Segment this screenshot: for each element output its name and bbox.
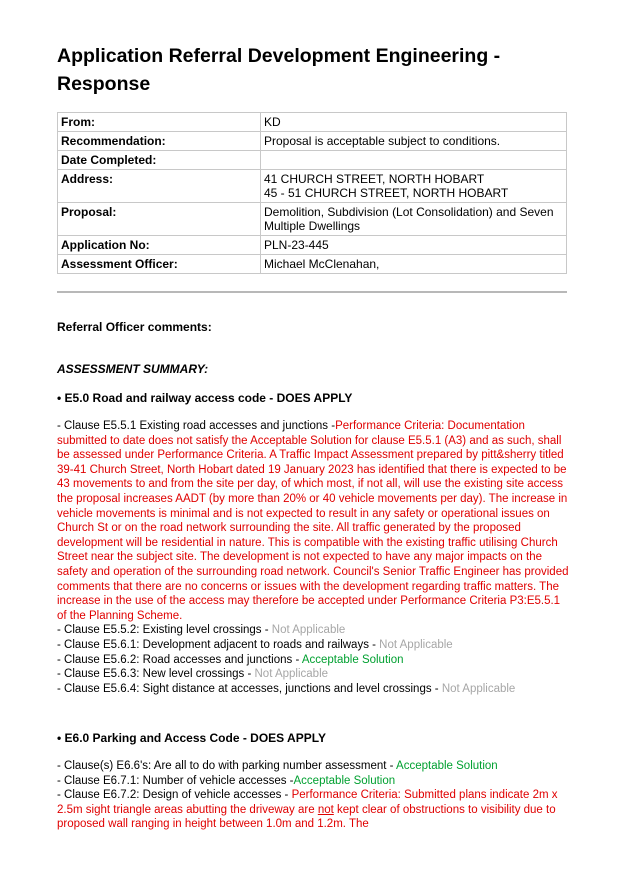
clause-e6-7-1 <box>57 774 569 789</box>
assessment-officer-label: Assessment Officer: <box>58 255 261 274</box>
performance-criteria-part-a: Performance Criteria: Submitted plans indicate 2m x 2.5m sight triangle areas abutting the driveway are <box>57 789 558 816</box>
clause-e5-6-1 <box>57 638 569 653</box>
clause-label: - Clause E5.6.4: Sight distance at accesses, junctions and level crossings - <box>57 682 442 695</box>
proposal-label: Proposal: <box>58 203 261 236</box>
clause-e5-6-4 <box>57 682 569 697</box>
application-no-value: PLN-23-445 <box>261 236 567 255</box>
from-value: KD <box>261 113 567 132</box>
referral-comments-heading: Referral Officer comments: <box>57 320 212 334</box>
assessment-officer-value: Michael McClenahan, <box>261 255 567 274</box>
e5-clause-list <box>57 419 569 696</box>
table-row <box>58 203 567 236</box>
table-row <box>58 132 567 151</box>
status-acceptable-solution: Acceptable Solution <box>301 653 404 666</box>
recommendation-value: Proposal is acceptable subject to conditions. <box>261 132 567 151</box>
clause-e5-5-1 <box>57 419 569 623</box>
status-not-applicable: Not Applicable <box>441 682 516 695</box>
address-value <box>261 170 567 203</box>
address-label: Address: <box>58 170 261 203</box>
clause-e5-5-2 <box>57 623 569 638</box>
clause-label: - Clause(s) E6.6's: Are all to do with parking number assessment - <box>57 760 397 772</box>
application-no-label: Application No: <box>58 236 261 255</box>
table-row <box>58 170 567 203</box>
clause-label: - Clause E6.7.1: Number of vehicle accesses - <box>57 774 294 787</box>
table-row <box>58 255 567 274</box>
performance-criteria-part-b: kept clear of obstructions to visibility due to proposed wall ranging in height between 1.0m and 1.2m. The <box>57 803 556 831</box>
status-acceptable-solution: Acceptable Solution <box>396 760 498 772</box>
clause-label: - Clause E6.7.2: Design of vehicle accesses - <box>57 789 292 802</box>
section-divider <box>57 291 567 293</box>
status-not-applicable: Not Applicable <box>254 668 329 681</box>
clause-label: - Clause E5.5.2: Existing level crossings - <box>57 624 272 637</box>
document-title: Application Referral Development Engineering - Response <box>57 45 501 95</box>
clause-e6-6 <box>57 759 569 774</box>
underlined-not: not <box>317 803 334 816</box>
e6-clause-list <box>57 759 569 832</box>
clause-e6-7-2 <box>57 788 569 832</box>
clause-e5-6-3 <box>57 667 569 682</box>
referral-info-table <box>57 112 567 274</box>
clause-e5-6-2 <box>57 653 569 668</box>
clause-label: - Clause E5.6.2: Road accesses and junctions - <box>57 653 302 666</box>
from-label: From: <box>58 113 261 132</box>
status-acceptable-solution: Acceptable Solution <box>293 774 396 787</box>
status-not-applicable: Not Applicable <box>271 624 346 637</box>
table-row <box>58 113 567 132</box>
date-completed-value <box>261 151 567 170</box>
assessment-summary-heading: ASSESSMENT SUMMARY: <box>57 362 209 376</box>
recommendation-label: Recommendation: <box>58 132 261 151</box>
e6-code-heading: • E6.0 Parking and Access Code - DOES APPLY <box>57 731 326 745</box>
clause-label: - Clause E5.6.1: Development adjacent to roads and railways - <box>57 638 380 651</box>
address-line-2: 45 - 51 CHURCH STREET, NORTH HOBART <box>264 186 509 200</box>
performance-criteria-text: Performance Criteria: Documentation submitted to date does not satisfy the Acceptable Solution for clause E5.5.1 (A3) and as such, shall be assessed under Performance Criteria. A Traffic Impact Assessment prepared by pitt&sherry titled 39-41 Church Street, North Hobart dated 19 January 2023 has identified that there is expected to be 43 movements to and from the site per day, of which most, if not all, will use the existing site access the proposal increases AADT (by more than 20% or 40 vehicle movements per day). The increase in vehicle movements is minimal and is not expected to result in any safety or operational issues on Church St or on the road network surrounding the site. All traffic generated by the proposed development will be residential in nature. This is compatible with the existing traffic utilising Church Street near the subject site. The development is not expected to have any major impacts on the safety and operation of the surrounding road network. Council's Senior Traffic Engineer has provided comments that there are no concerns or issues with the development regarding traffic matters. The increase in the use of the access may therefore be accepted under Performance Criteria P3:E5.5.1 of the Planning Scheme. <box>57 420 569 622</box>
e5-code-heading: • E5.0 Road and railway access code - DOES APPLY <box>57 391 353 405</box>
proposal-value: Demolition, Subdivision (Lot Consolidation) and Seven Multiple Dwellings <box>261 203 567 236</box>
address-line-1: 41 CHURCH STREET, NORTH HOBART <box>264 172 485 186</box>
clause-label: - Clause E5.5.1 Existing road accesses and junctions - <box>57 420 336 432</box>
clause-label: - Clause E5.6.3: New level crossings - <box>57 668 255 681</box>
table-row <box>58 236 567 255</box>
status-not-applicable: Not Applicable <box>379 638 453 651</box>
table-row <box>58 151 567 170</box>
date-completed-label: Date Completed: <box>58 151 261 170</box>
